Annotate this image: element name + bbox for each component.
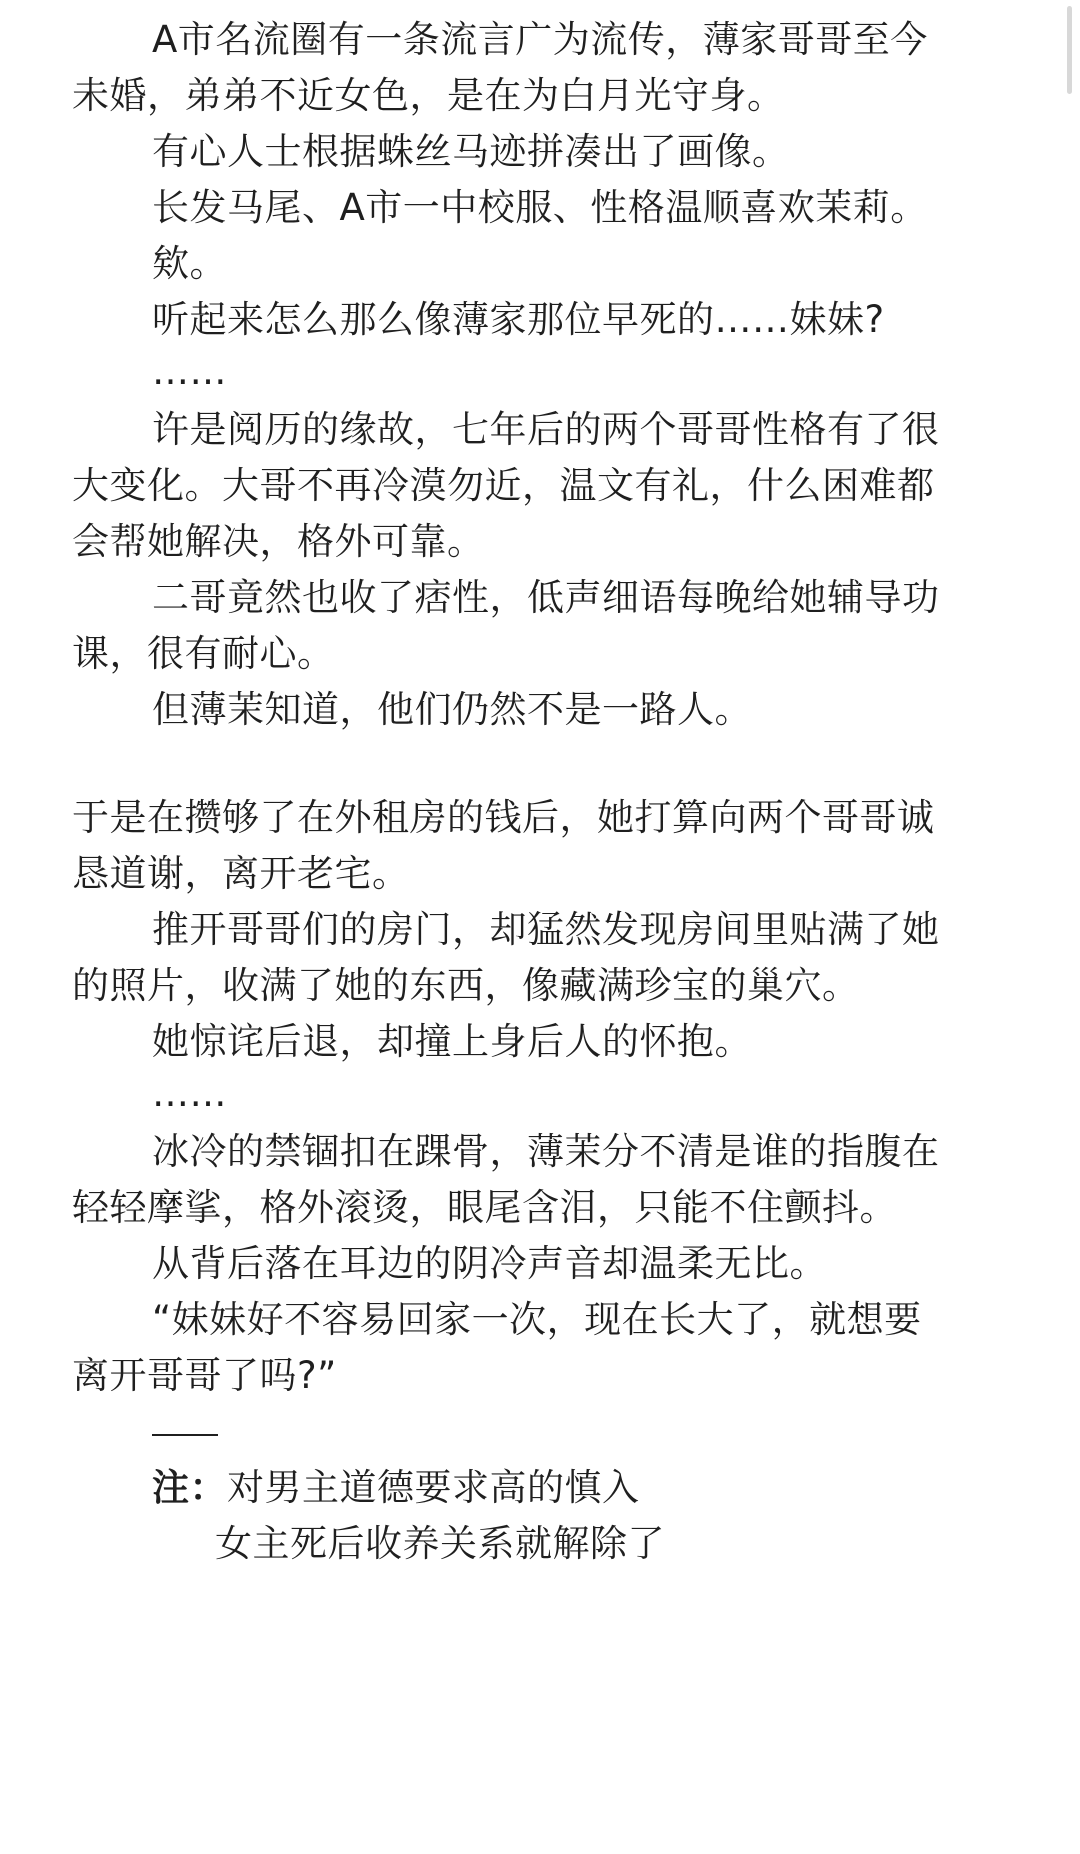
paragraph-line: 冰冷的禁锢扣在踝骨，薄茉分不清是谁的指腹在 bbox=[152, 1130, 940, 1173]
paragraph-line: 从背后落在耳边的阴冷声音却温柔无比。 bbox=[152, 1242, 827, 1285]
scrollbar-thumb[interactable] bbox=[1067, 6, 1072, 94]
paragraph-line: 会帮她解决，格外可靠。 bbox=[72, 520, 485, 563]
paragraph-line: 有心人士根据蛛丝马迹拼凑出了画像。 bbox=[152, 130, 790, 173]
paragraph-line: “妹妹好不容易回家一次，现在长大了，就想要 bbox=[152, 1298, 922, 1341]
ellipsis-line: …… bbox=[152, 350, 227, 393]
paragraph-line: 大变化。大哥不再冷漠勿近，温文有礼，什么困难都 bbox=[72, 464, 935, 507]
paragraph-line: 但薄茉知道，他们仍然不是一路人。 bbox=[152, 688, 752, 731]
paragraph-line: 许是阅历的缘故，七年后的两个哥哥性格有了很 bbox=[152, 408, 940, 451]
paragraph-line: 推开哥哥们的房门，却猛然发现房间里贴满了她 bbox=[152, 908, 940, 951]
paragraph-line: 听起来怎么那么像薄家那位早死的……妹妹? bbox=[152, 298, 885, 341]
paragraph-line: 的照片，收满了她的东西，像藏满珍宝的巢穴。 bbox=[72, 964, 860, 1007]
paragraph-line: 轻轻摩挲，格外滚烫，眼尾含泪，只能不住颤抖。 bbox=[72, 1186, 897, 1229]
paragraph-line: 于是在攒够了在外租房的钱后，她打算向两个哥哥诚 bbox=[72, 796, 935, 839]
paragraph-line: 她惊诧后退，却撞上身后人的怀抱。 bbox=[152, 1020, 752, 1063]
ellipsis-line: …… bbox=[152, 1072, 227, 1115]
paragraph-line: 课，很有耐心。 bbox=[72, 632, 335, 675]
section-divider bbox=[152, 1434, 218, 1436]
paragraph-line: 欸。 bbox=[152, 242, 227, 285]
paragraph-line: 未婚，弟弟不近女色，是在为白月光守身。 bbox=[72, 74, 785, 117]
note-line-2: 女主死后收养关系就解除了 bbox=[215, 1522, 665, 1565]
note-text: 对男主道德要求高的慎入 bbox=[227, 1466, 640, 1509]
paragraph-line: 二哥竟然也收了痞性，低声细语每晚给她辅导功 bbox=[152, 576, 940, 619]
note-line bbox=[152, 1464, 640, 1512]
note-label: 注： bbox=[152, 1466, 227, 1509]
paragraph-line: 长发马尾、A市一中校服、性格温顺喜欢茉莉。 bbox=[152, 186, 928, 229]
paragraph-line: 离开哥哥了吗?” bbox=[72, 1354, 337, 1397]
paragraph-line: 恳道谢，离开老宅。 bbox=[72, 852, 410, 895]
paragraph-line: A市名流圈有一条流言广为流传，薄家哥哥至今 bbox=[152, 18, 928, 61]
